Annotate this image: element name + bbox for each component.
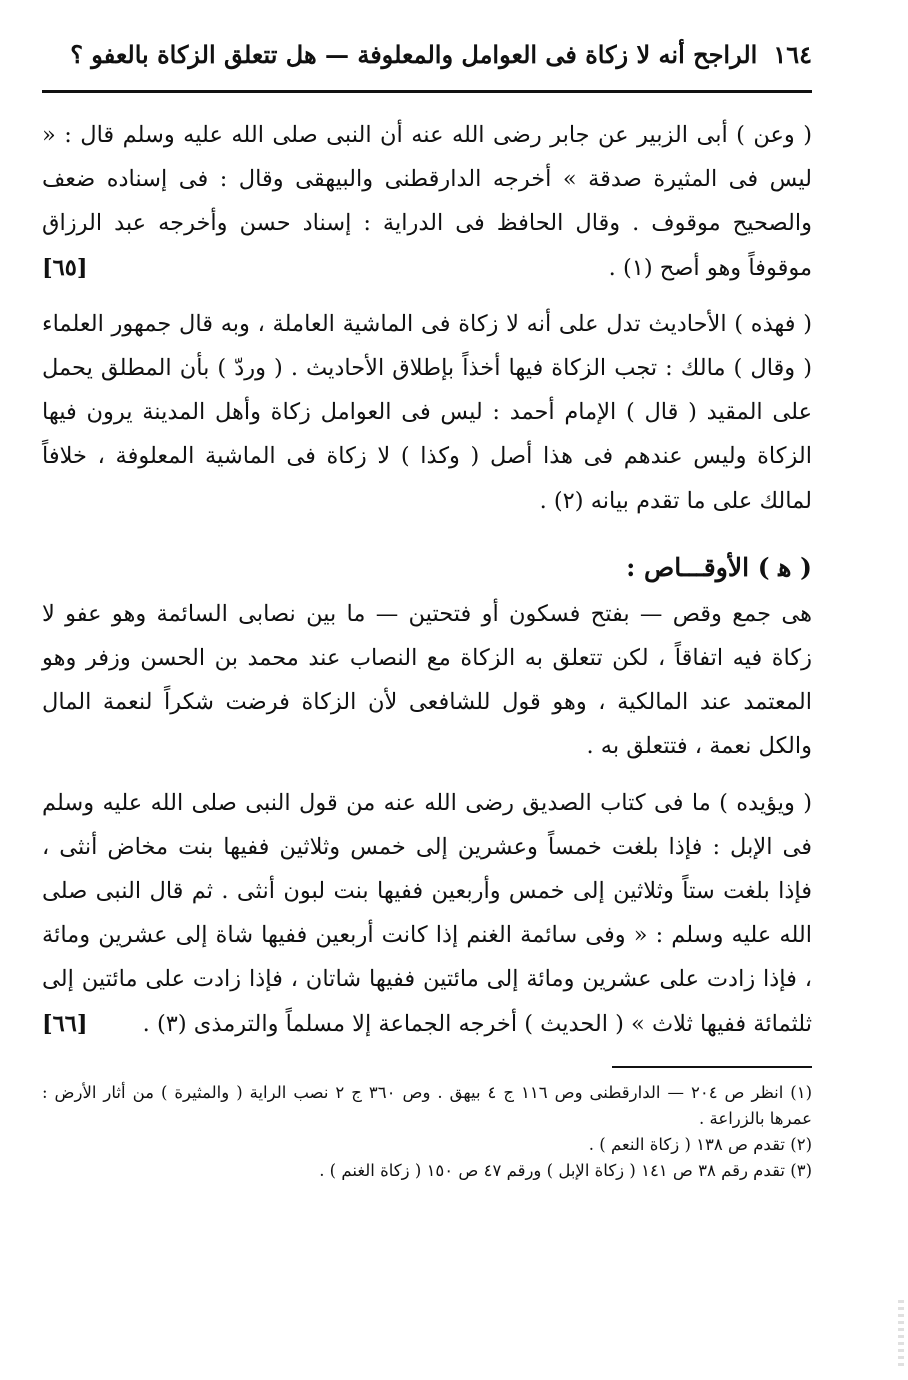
section-title: ( ﻫ ) الأوقـــاص : [626, 552, 812, 582]
header-title: الراجح أنه لا زكاة فى العوامل والمعلوفة — هل تتعلق الزكاة بالعفو ؟ [70, 40, 758, 69]
paragraph-hadith-jabir [42, 113, 812, 290]
footnote-1: (١) انظر ص ٢٠٤ — الدارقطنى وص ١١٦ ج ٤ بيهق . وص ٣٦٠ ج ٢ نصب الراية ( والمثيرة ) من أثار الأرض : عمرها بالزراعة . [42, 1082, 813, 1128]
book-page [42, 40, 812, 1184]
reference-number: [٦٥] [42, 254, 88, 281]
footnotes [42, 1080, 812, 1184]
footnote-3: (٣) تقدم رقم ٣٨ ص ١٤١ ( زكاة الإبل ) ورقم ٤٧ ص ١٥٠ ( زكاة الغنم ) . [319, 1160, 812, 1180]
footnote-2: (٢) تقدم ص ١٣٨ ( زكاة النعم ) . [588, 1134, 812, 1154]
paragraph-siddiq-book [42, 781, 812, 1046]
reference-number: [٦٦] [42, 1010, 88, 1037]
header-rule [42, 90, 812, 93]
paragraph-working-livestock [42, 302, 812, 523]
scan-edge-mark [898, 1300, 904, 1370]
paragraph-awqas-definition [42, 592, 812, 769]
paragraph-text: ( وعن ) أبى الزبير عن جابر رضى الله عنه أن النبى صلى الله عليه وسلم قال : « ليس فى المثيرة صدقة » أخرجه الدارقطنى والبيهقى وقال : فى إسناده ضعف والصحيح موقوف . وقال الحافظ فى الدراية : إسناد حسن وأخرجه عبد الرزاق موقوفاً وهو أصح (١) . [42, 122, 812, 281]
footnote-separator [612, 1066, 812, 1068]
paragraph-text: ( ويؤيده ) ما فى كتاب الصديق رضى الله عنه من قول النبى صلى الله عليه وسلم فى الإبل : فإذا بلغت خمساً وعشرين إلى خمس وثلاثين ففيها بنت مخاض أنثى ، فإذا بلغت ستاً وثلاثين إلى خمس وأربعين ففيها بنت لبون أنثى . ثم قال النبى صلى الله عليه وسلم : « وفى سائمة الغنم إذا كانت أربعين ففيها شاة إلى عشرين ومائة ، فإذا زادت على عشرين ومائة إلى مائتين ففيها شاتان ، فإذا زادت على مائتين إلى ثلثمائة ففيها ثلاث » ( الحديث ) أخرجه الجماعة إلا مسلماً والترمذى (٣) . [42, 789, 812, 1037]
paragraph-text: ( فهذه ) الأحاديث تدل على أنه لا زكاة فى الماشية العاملة ، وبه قال جمهور العلماء ( وقال ) مالك : تجب الزكاة فيها أخذاً بإطلاق الأحاديث . ( وردّ ) بأن المطلق يحمل على المقيد ( قال ) الإمام أحمد : ليس فى العوامل زكاة وأهل المدينة يرون فيها الزكاة وليس عندهم فى هذا أصل ( وكذا ) لا زكاة فى الماشية المعلوفة ، خلافاً لمالك على ما تقدم بيانه (٢) . [42, 310, 812, 514]
paragraph-text: هى جمع وقص — بفتح فسكون أو فتحتين — ما بين نصابى السائمة وهو عفو لا زكاة فيه اتفاقاً ، لكن تتعلق به الزكاة مع النصاب عند محمد بن الحسن وزفر وهو المعتمد عند المالكية ، وهو قول للشافعى لأن الزكاة فرضت شكراً لنعمة المال والكل نعمة ، فتتعلق به . [42, 600, 812, 760]
running-header [42, 40, 812, 84]
page-number: ١٦٤ [773, 40, 812, 69]
